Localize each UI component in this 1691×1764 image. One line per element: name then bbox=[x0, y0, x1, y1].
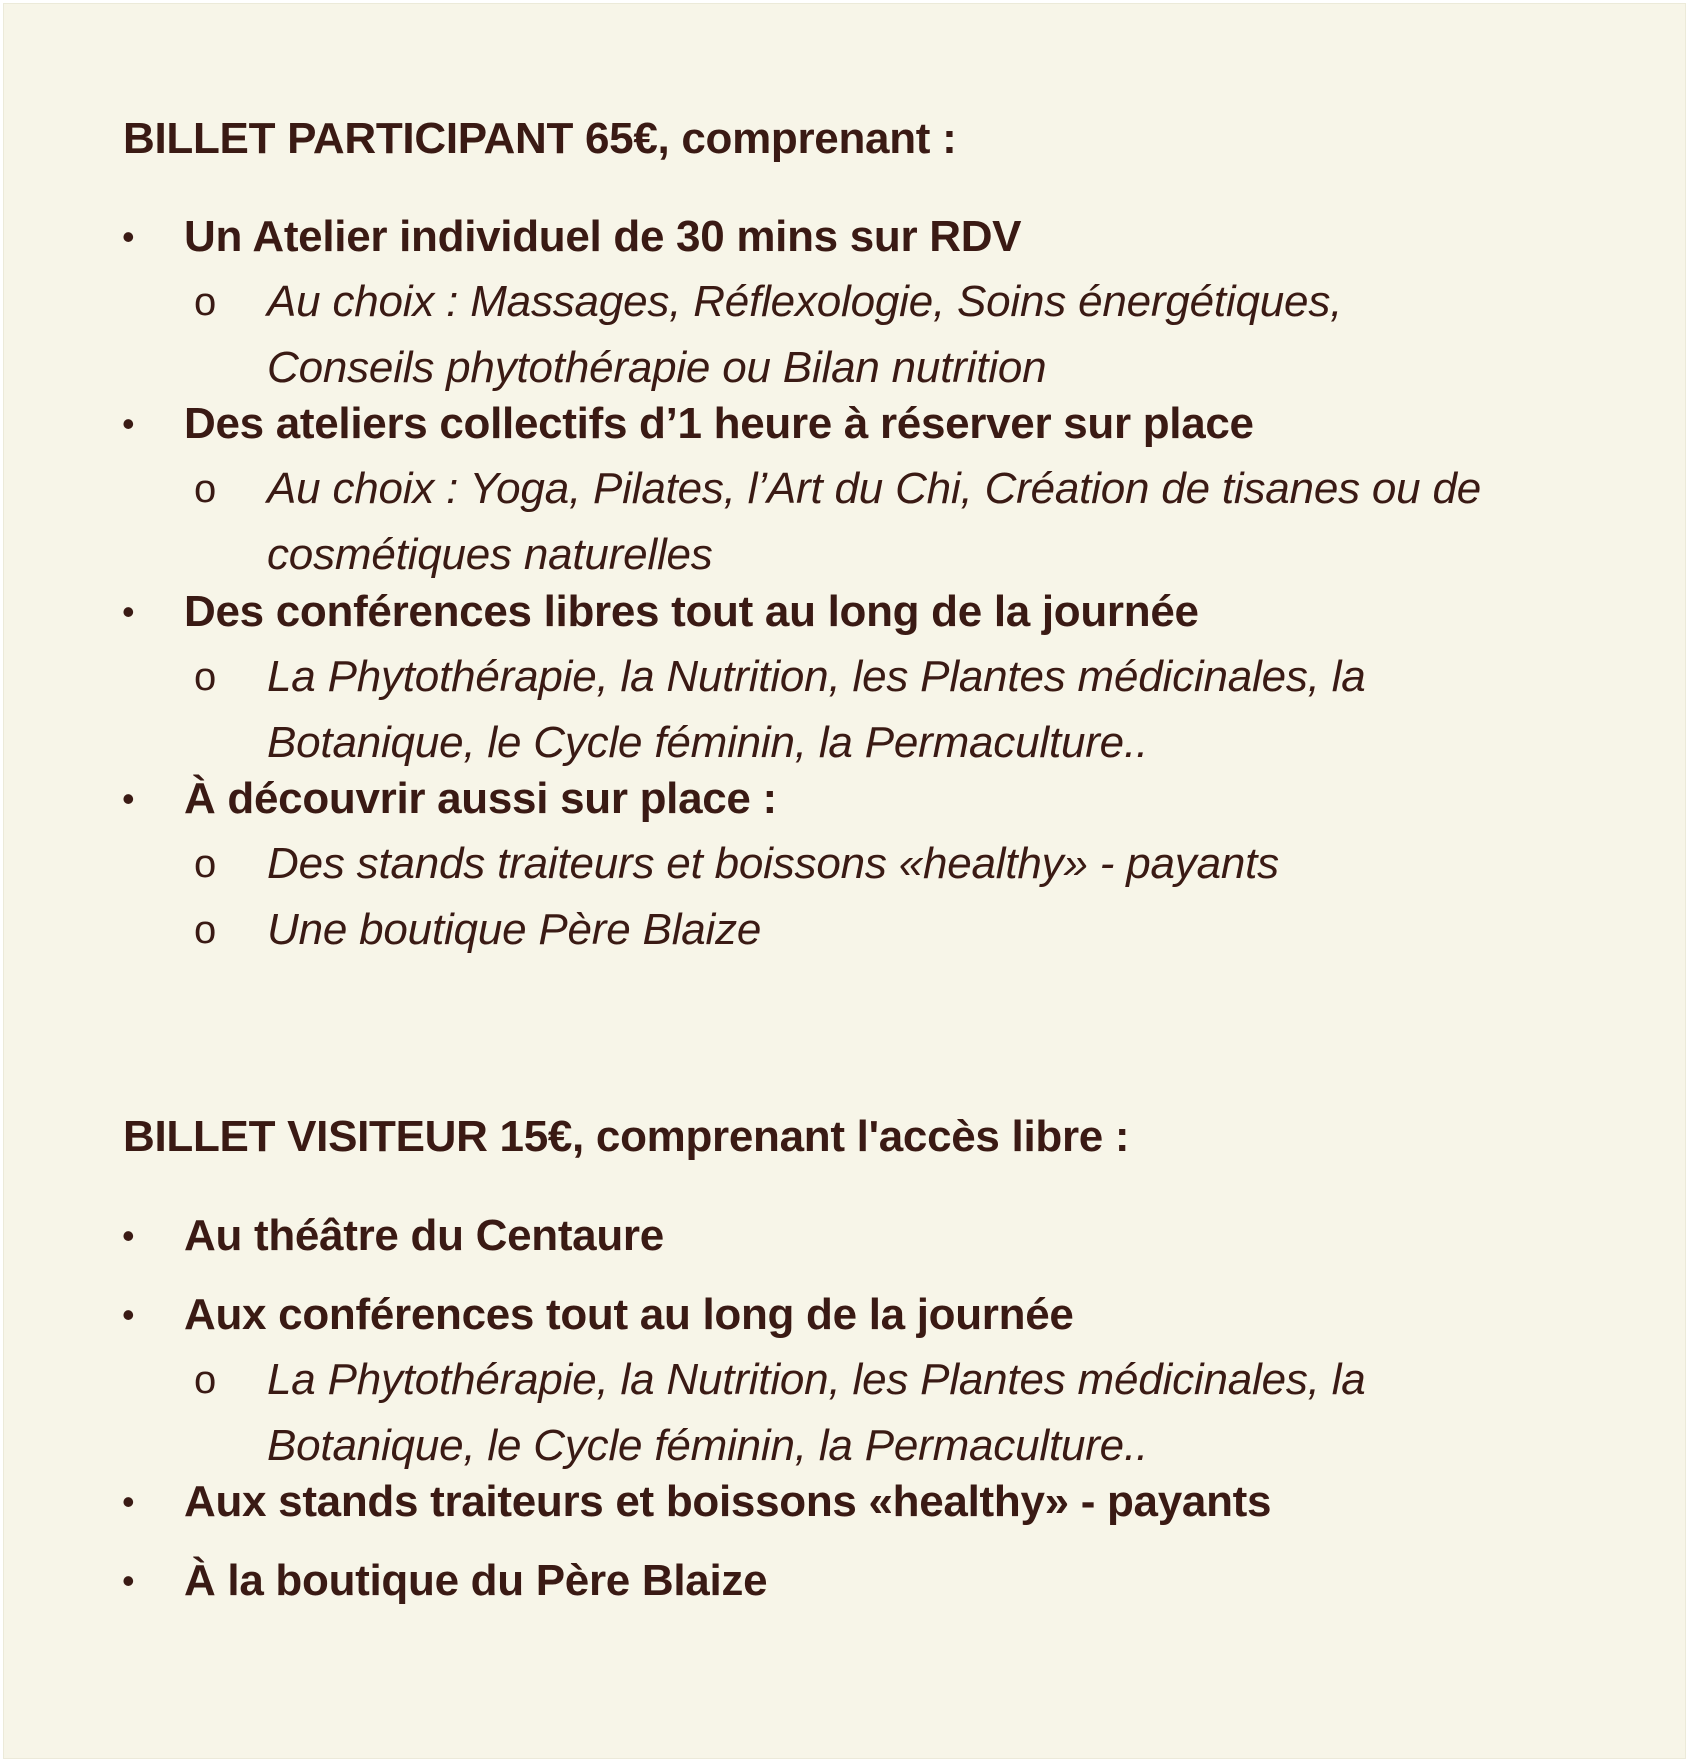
bullet-icon: • bbox=[122, 216, 135, 257]
sub-list-item-text: Une boutique Père Blaize bbox=[267, 905, 762, 954]
list-item bbox=[4, 209, 1687, 265]
sub-list-item-text: Au choix : Massages, Réflexologie, Soins énergétiques, Conseils phytothérapie ou Bilan nutrition bbox=[267, 277, 1343, 392]
list-item bbox=[4, 396, 1687, 452]
list-item-label: À découvrir aussi sur place : bbox=[184, 774, 777, 823]
ticket-info-card bbox=[3, 3, 1686, 1759]
list-item-label: À la boutique du Père Blaize bbox=[184, 1556, 768, 1605]
list-item bbox=[4, 771, 1687, 827]
list-item bbox=[4, 1287, 1687, 1343]
list-item-label: Un Atelier individuel de 30 mins sur RDV bbox=[184, 212, 1022, 261]
list-item-label: Aux stands traiteurs et boissons «healthy» - payants bbox=[184, 1477, 1272, 1526]
bullet-icon: • bbox=[122, 1215, 135, 1256]
list-item bbox=[4, 1474, 1687, 1530]
bullet-icon: • bbox=[122, 778, 135, 819]
list-item-label: Aux conférences tout au long de la journée bbox=[184, 1290, 1074, 1339]
circle-bullet-icon: o bbox=[194, 280, 217, 324]
circle-bullet-icon: o bbox=[194, 655, 217, 699]
bullet-icon: • bbox=[122, 1560, 135, 1601]
sub-list-item-text: La Phytothérapie, la Nutrition, les Plantes médicinales, la Botanique, le Cycle féminin, la Permaculture.. bbox=[267, 652, 1366, 767]
circle-bullet-icon: o bbox=[194, 467, 217, 511]
bullet-icon: • bbox=[122, 591, 135, 632]
list-item bbox=[4, 1208, 1687, 1264]
list-item bbox=[4, 584, 1687, 640]
list-item-label: Au théâtre du Centaure bbox=[184, 1211, 664, 1260]
participant-ticket-title: BILLET PARTICIPANT 65€, comprenant : bbox=[123, 114, 957, 163]
circle-bullet-icon: o bbox=[194, 842, 217, 886]
list-item bbox=[4, 1553, 1687, 1609]
circle-bullet-icon: o bbox=[194, 908, 217, 952]
sub-list-item-text: Au choix : Yoga, Pilates, l’Art du Chi, Création de tisanes ou de cosmétiques naturelles bbox=[267, 464, 1482, 579]
visitor-ticket-title: BILLET VISITEUR 15€, comprenant l'accès libre : bbox=[123, 1112, 1130, 1161]
bullet-icon: • bbox=[122, 1481, 135, 1522]
sub-list-item-text: Des stands traiteurs et boissons «healthy» - payants bbox=[267, 839, 1279, 888]
list-item-label: Des ateliers collectifs d’1 heure à réserver sur place bbox=[184, 399, 1254, 448]
bullet-icon: • bbox=[122, 1294, 135, 1335]
bullet-icon: • bbox=[122, 403, 135, 444]
circle-bullet-icon: o bbox=[194, 1358, 217, 1402]
list-item-label: Des conférences libres tout au long de la journée bbox=[184, 587, 1199, 636]
sub-list-item-text: La Phytothérapie, la Nutrition, les Plantes médicinales, la Botanique, le Cycle féminin, la Permaculture.. bbox=[267, 1355, 1366, 1470]
